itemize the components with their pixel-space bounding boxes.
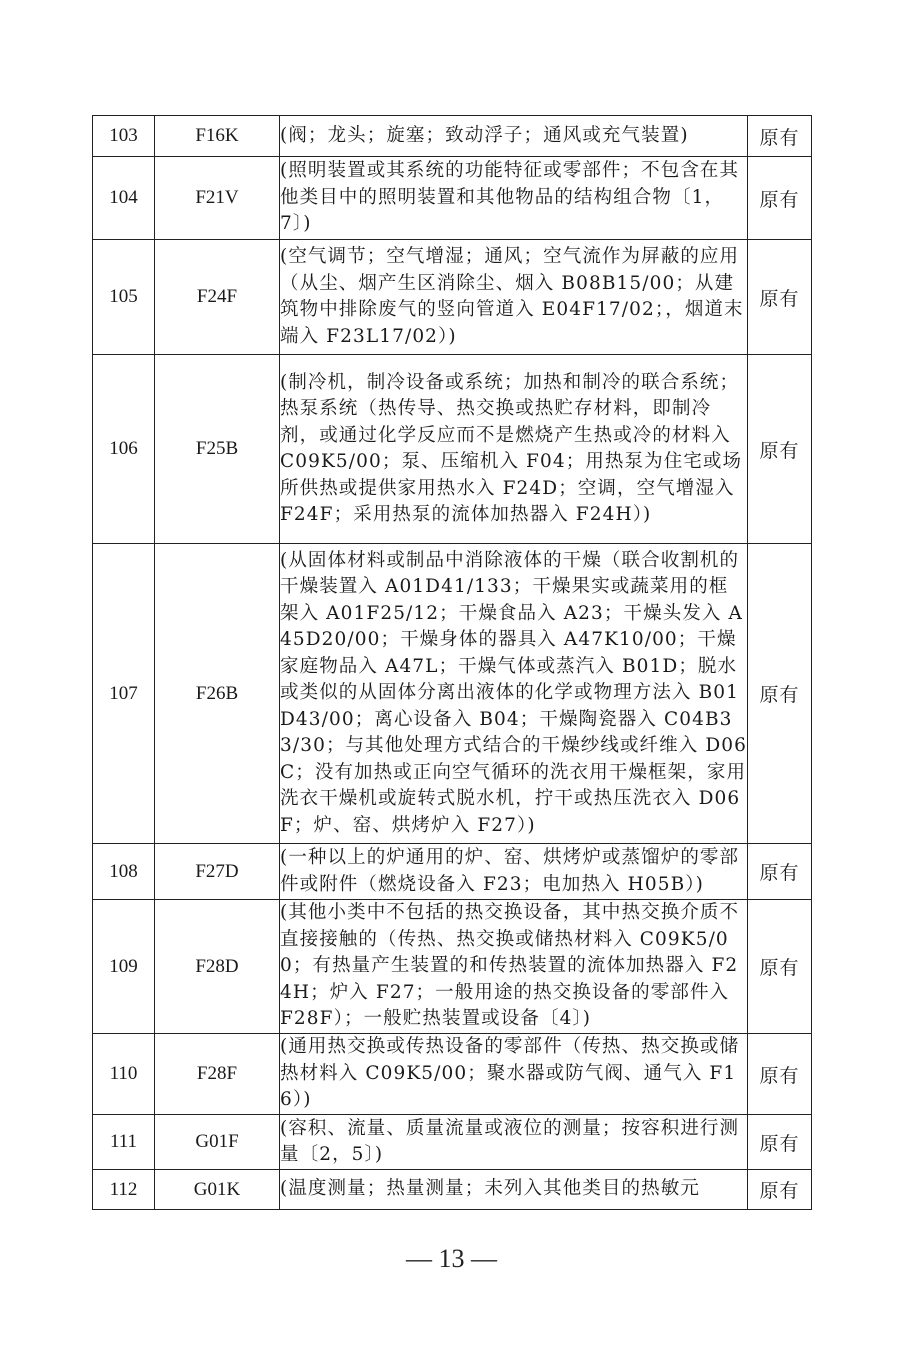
classification-code: F16K	[155, 116, 280, 157]
table-row	[93, 544, 812, 844]
status-cell: 原有	[748, 544, 812, 844]
status-cell: 原有	[748, 1170, 812, 1210]
classification-code: F24F	[155, 240, 280, 355]
table-row	[93, 900, 812, 1034]
classification-description: (空气调节；空气增湿；通风；空气流作为屏蔽的应用（从尘、烟产生区消除尘、烟入 B08B15/00；从建筑物中排除废气的竖向管道入 E04F17/02；，烟道末端入 F23L17/02）)	[280, 240, 748, 355]
table-row	[93, 157, 812, 240]
status-cell: 原有	[748, 355, 812, 544]
classification-description: (其他小类中不包括的热交换设备，其中热交换介质不直接接触的（传热、热交换或储热材料入 C09K5/00；有热量产生装置的和传热装置的流体加热器入 F24H；炉入 F27；一般用途的热交换设备的零部件入 F28F）；一般贮热装置或设备〔4〕)	[280, 900, 748, 1034]
classification-code: F27D	[155, 844, 280, 900]
table-row	[93, 355, 812, 544]
classification-code: F28D	[155, 900, 280, 1034]
table-row	[93, 1170, 812, 1210]
row-number: 106	[93, 355, 155, 544]
row-number: 110	[93, 1034, 155, 1115]
row-number: 104	[93, 157, 155, 240]
row-number: 108	[93, 844, 155, 900]
status-cell: 原有	[748, 157, 812, 240]
row-number: 105	[93, 240, 155, 355]
row-number: 103	[93, 116, 155, 157]
classification-code: G01F	[155, 1115, 280, 1170]
status-cell: 原有	[748, 1115, 812, 1170]
row-number: 111	[93, 1115, 155, 1170]
classification-description: (制冷机，制冷设备或系统；加热和制冷的联合系统；热泵系统（热传导、热交换或热贮存材料，即制冷剂，或通过化学反应而不是燃烧产生热或冷的材料入 C09K5/00；泵、压缩机入 F04；用热泵为住宅或场所供热或提供家用热水入 F24D；空调，空气增湿入 F24F；采用热泵的流体加热器入 F24H）)	[280, 355, 748, 544]
table-row	[93, 844, 812, 900]
status-cell: 原有	[748, 1034, 812, 1115]
row-number: 107	[93, 544, 155, 844]
table-row	[93, 1034, 812, 1115]
status-cell: 原有	[748, 900, 812, 1034]
classification-code: F21V	[155, 157, 280, 240]
classification-description: (从固体材料或制品中消除液体的干燥（联合收割机的干燥装置入 A01D41/133；干燥果实或蔬菜用的框架入 A01F25/12；干燥食品入 A23；干燥头发入 A45D20/00；干燥身体的器具入 A47K10/00；干燥家庭物品入 A47L；干燥气体或蒸汽入 B01D；脱水或类似的从固体分离出液体的化学或物理方法入 B01D43/00；离心设备入 B04；干燥陶瓷器入 C04B33/30；与其他处理方式结合的干燥纱线或纤维入 D06C；没有加热或正向空气循环的洗衣用干燥框架，家用洗衣干燥机或旋转式脱水机，拧干或热压洗衣入 D06F；炉、窑、烘烤炉入 F27）)	[280, 544, 748, 844]
table-body	[93, 116, 812, 1210]
classification-code: G01K	[155, 1170, 280, 1210]
classification-description: (照明装置或其系统的功能特征或零部件；不包含在其他类目中的照明装置和其他物品的结构组合物〔1，7〕)	[280, 157, 748, 240]
row-number: 112	[93, 1170, 155, 1210]
classification-description: (温度测量；热量测量；未列入其他类目的热敏元	[280, 1170, 748, 1210]
classification-description: (一种以上的炉通用的炉、窑、烘烤炉或蒸馏炉的零部件或附件（燃烧设备入 F23；电加热入 H05B）)	[280, 844, 748, 900]
table-row	[93, 116, 812, 157]
classification-description: (通用热交换或传热设备的零部件（传热、热交换或储热材料入 C09K5/00；聚水器或防气阀、通气入 F16）)	[280, 1034, 748, 1115]
classification-table	[92, 115, 812, 1210]
classification-description: (容积、流量、质量流量或液位的测量；按容积进行测量〔2，5〕)	[280, 1115, 748, 1170]
row-number: 109	[93, 900, 155, 1034]
status-cell: 原有	[748, 240, 812, 355]
status-cell: 原有	[748, 844, 812, 900]
classification-code: F28F	[155, 1034, 280, 1115]
classification-code: F26B	[155, 544, 280, 844]
table-row	[93, 1115, 812, 1170]
status-cell: 原有	[748, 116, 812, 157]
table-row	[93, 240, 812, 355]
page-number: — 13 —	[406, 1244, 497, 1273]
classification-description: (阀；龙头；旋塞；致动浮子；通风或充气装置)	[280, 116, 748, 157]
classification-code: F25B	[155, 355, 280, 544]
